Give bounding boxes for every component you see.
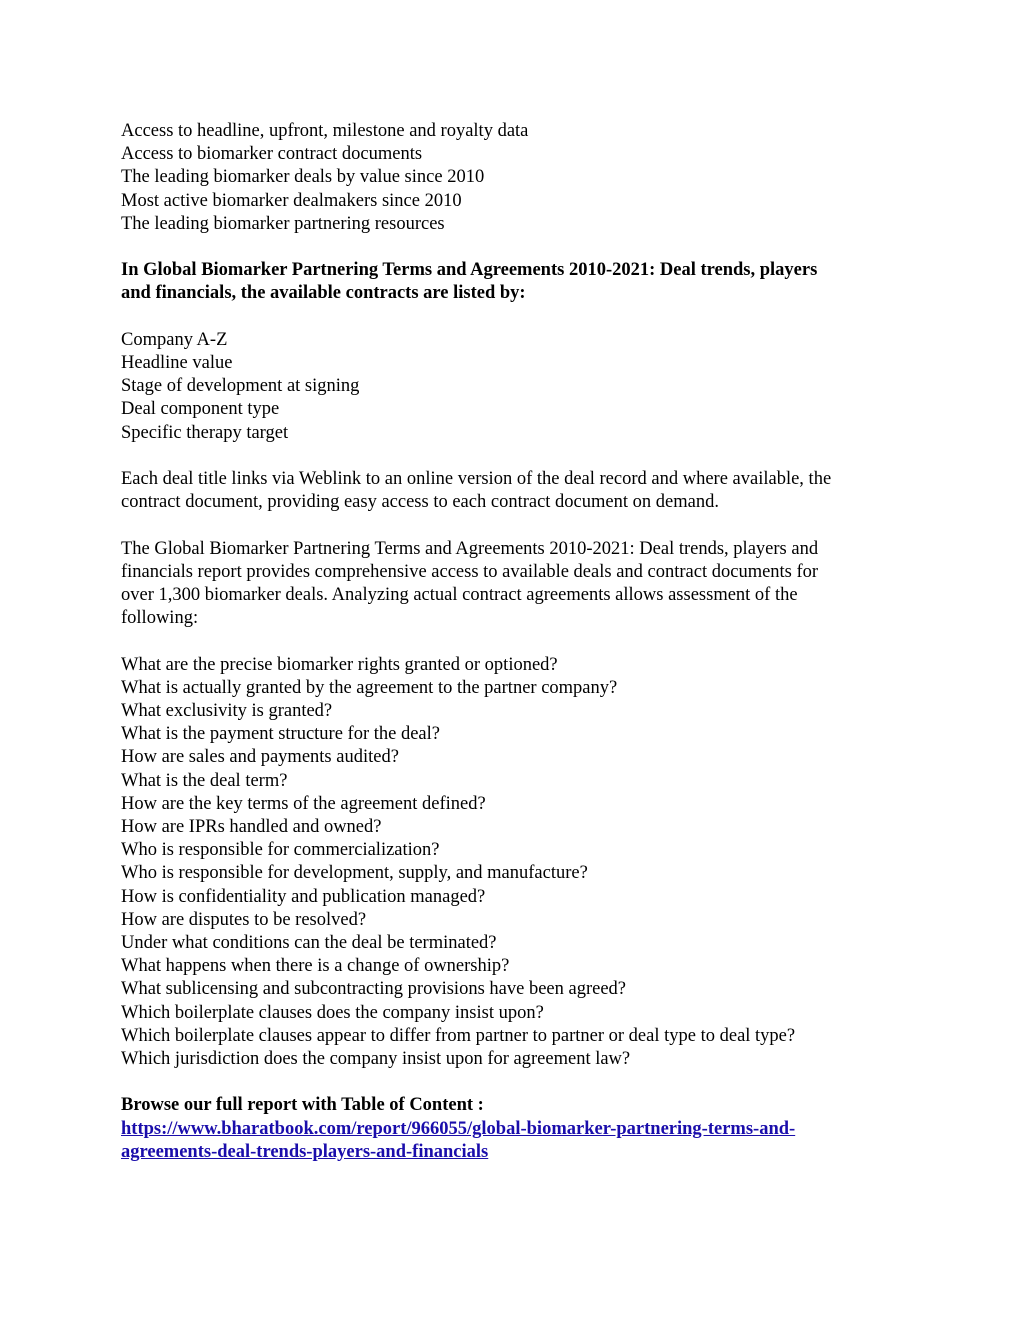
paragraph-spacer xyxy=(121,1071,911,1094)
list-item: Deal component type xyxy=(121,399,280,420)
paragraph-spacer xyxy=(121,630,911,653)
questions-list xyxy=(121,654,911,1072)
question-item: How are the key terms of the agreement defined? xyxy=(121,793,486,814)
list-item: The leading biomarker deals by value since 2010 xyxy=(121,167,485,188)
question-item: Who is responsible for development, supply, and manufacture? xyxy=(121,863,588,884)
question-item: Which boilerplate clauses appear to differ from partner to partner or deal type to deal type? xyxy=(121,1025,796,1046)
paragraph-spacer xyxy=(121,514,911,537)
list-item: Stage of development at signing xyxy=(121,376,360,397)
list-item: Company A-Z xyxy=(121,329,228,350)
question-item: Which boilerplate clauses does the company insist upon? xyxy=(121,1002,544,1023)
paragraph-line: following: xyxy=(121,608,199,629)
paragraph-line: contract document, providing easy access to each contract document on demand. xyxy=(121,492,719,513)
question-item: What is actually granted by the agreement to the partner company? xyxy=(121,677,618,698)
list-item: Most active biomarker dealmakers since 2010 xyxy=(121,190,462,211)
report-paragraph xyxy=(121,538,911,631)
question-item: What is the payment structure for the deal? xyxy=(121,724,440,745)
question-item: Under what conditions can the deal be terminated? xyxy=(121,933,497,954)
question-item: How are disputes to be resolved? xyxy=(121,909,367,930)
intro-list xyxy=(121,120,911,236)
question-item: What is the deal term? xyxy=(121,770,288,791)
question-item: What sublicensing and subcontracting provisions have been agreed? xyxy=(121,979,626,1000)
question-item: What happens when there is a change of ownership? xyxy=(121,956,510,977)
paragraph-spacer xyxy=(121,445,911,468)
list-item: Headline value xyxy=(121,353,233,373)
question-item: What are the precise biomarker rights granted or optioned? xyxy=(121,654,558,675)
paragraph-line: Each deal title links via Weblink to an online version of the deal record and where available, the xyxy=(121,469,832,489)
paragraph-line: The Global Biomarker Partnering Terms and Agreements 2010-2021: Deal trends, players and xyxy=(121,538,819,559)
listed-by-heading xyxy=(121,259,911,305)
weblink-paragraph xyxy=(121,468,911,514)
browse-section xyxy=(121,1094,911,1164)
question-item: Which jurisdiction does the company insist upon for agreement law? xyxy=(121,1049,631,1070)
list-item: Specific therapy target xyxy=(121,422,289,443)
heading-line: and financials, the available contracts are listed by: xyxy=(121,283,526,304)
heading-line: In Global Biomarker Partnering Terms and Agreements 2010-2021: Deal trends, players xyxy=(121,260,818,281)
paragraph-spacer xyxy=(121,306,911,329)
list-item: Access to headline, upfront, milestone and royalty data xyxy=(121,121,529,141)
question-item: What exclusivity is granted? xyxy=(121,701,333,721)
listed-by-list xyxy=(121,329,911,445)
list-item: Access to biomarker contract documents xyxy=(121,144,423,165)
list-item: The leading biomarker partnering resources xyxy=(121,213,445,234)
question-item: How are IPRs handled and owned? xyxy=(121,817,382,838)
paragraph-spacer xyxy=(121,236,911,259)
report-link[interactable] xyxy=(121,1118,911,1164)
report-link-line-2[interactable]: agreements-deal-trends-players-and-financials xyxy=(121,1141,489,1162)
paragraph-line: financials report provides comprehensive access to available deals and contract documents for xyxy=(121,561,819,582)
question-item: How is confidentiality and publication managed? xyxy=(121,886,486,907)
document-page xyxy=(121,120,911,1164)
question-item: How are sales and payments audited? xyxy=(121,747,399,768)
question-item: Who is responsible for commercialization? xyxy=(121,840,440,861)
browse-label: Browse our full report with Table of Content : xyxy=(121,1095,484,1116)
paragraph-line: over 1,300 biomarker deals. Analyzing actual contract agreements allows assessment of the xyxy=(121,585,798,605)
report-link-line-1[interactable]: https://www.bharatbook.com/report/966055/global-biomarker-partnering-terms-and- xyxy=(121,1118,796,1139)
